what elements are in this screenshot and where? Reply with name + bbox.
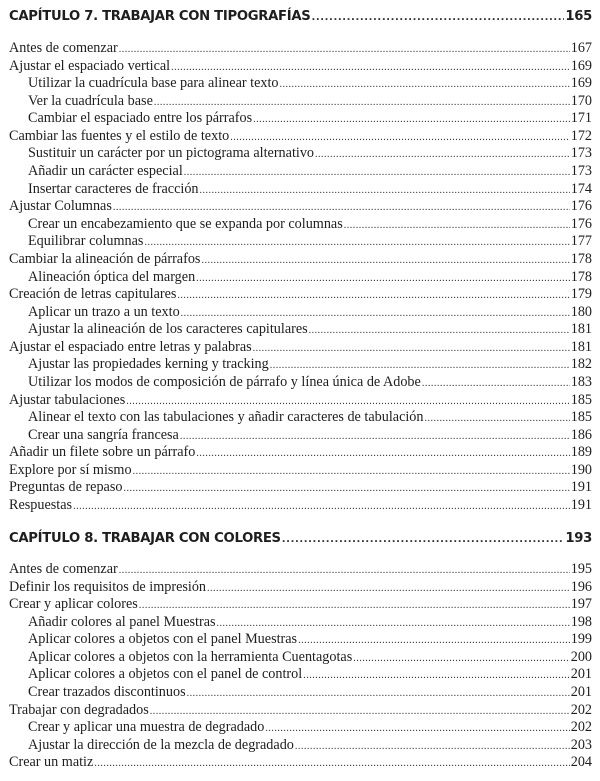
toc-entry [9, 163, 592, 181]
entry-label: Trabajar con degradados [9, 701, 149, 718]
entry-label: Aplicar colores a objetos con el panel de control [28, 666, 303, 683]
entry-page: 199 [570, 631, 592, 648]
chapter-title: CAPÍTULO 7. TRABAJAR CON TIPOGRAFÍAS [9, 9, 311, 24]
entry-page: 176 [570, 215, 592, 232]
toc-entry [9, 181, 592, 199]
chapter-7-heading [9, 9, 592, 29]
entry-page: 178 [570, 268, 592, 285]
entry-page: 183 [570, 373, 592, 390]
dot-leader [180, 427, 570, 446]
toc-entry [9, 251, 592, 269]
entry-label: Sustituir un carácter por un pictograma alternativo [28, 145, 315, 162]
chapter-title: CAPÍTULO 8. TRABAJAR CON COLORES [9, 531, 281, 546]
entry-page: 176 [570, 198, 592, 215]
dot-leader [295, 737, 570, 756]
toc-entry [9, 374, 592, 392]
toc-entry [9, 497, 592, 515]
entry-page: 191 [570, 479, 592, 496]
toc-entry [9, 233, 592, 251]
dot-leader [119, 561, 570, 580]
dot-leader [253, 110, 570, 129]
dot-leader [126, 392, 569, 411]
chapter-page: 165 [565, 9, 592, 24]
toc-entry [9, 128, 592, 146]
toc-entry [9, 198, 592, 216]
entry-page: 202 [570, 701, 592, 718]
entry-page: 173 [570, 145, 592, 162]
dot-leader [265, 719, 569, 738]
dot-leader [139, 596, 570, 615]
toc-entry [9, 216, 592, 234]
dot-leader [144, 233, 569, 252]
dot-leader [196, 269, 570, 288]
entry-label: Antes de comenzar [9, 561, 118, 577]
toc-entry [9, 75, 592, 93]
entry-page: 198 [570, 613, 592, 630]
entry-label: Ajustar Columnas [9, 198, 112, 215]
toc-entry [9, 631, 592, 649]
entry-page: 201 [570, 666, 592, 683]
chapter-8-entries [9, 561, 592, 772]
dot-leader [200, 181, 570, 200]
entry-label: Antes de comenzar [9, 40, 118, 56]
entry-label: Aplicar un trazo a un texto [28, 303, 180, 320]
dot-leader [181, 304, 570, 323]
dot-leader [282, 531, 565, 546]
toc-entry [9, 684, 592, 702]
entry-page: 174 [570, 180, 592, 197]
dot-leader [425, 409, 570, 428]
dot-leader [315, 145, 570, 164]
toc-entry [9, 145, 592, 163]
toc-entry [9, 339, 592, 357]
entry-label: Creación de letras capitulares [9, 286, 177, 303]
entry-label: Utilizar la cuadrícula base para alinear texto [28, 75, 279, 92]
dot-leader [187, 684, 570, 703]
entry-label: Aplicar colores a objetos con el panel Muestras [28, 631, 298, 648]
entry-page: 191 [570, 497, 592, 514]
entry-page: 204 [570, 754, 592, 771]
entry-label: Ajustar el espaciado vertical [9, 57, 171, 74]
toc-entry [9, 649, 592, 667]
entry-page: 172 [570, 127, 592, 144]
toc-entry [9, 444, 592, 462]
dot-leader [113, 198, 570, 217]
chapter-8-heading [9, 531, 592, 551]
entry-label: Añadir un filete sobre un párrafo [9, 444, 196, 461]
dot-leader [422, 374, 570, 393]
entry-page: 180 [570, 303, 592, 320]
toc-entry [9, 754, 592, 772]
dot-leader [280, 75, 570, 94]
toc-entry [9, 58, 592, 76]
toc-entry [9, 409, 592, 427]
dot-leader [207, 579, 570, 598]
chapter-page: 193 [565, 531, 592, 546]
dot-leader [123, 479, 569, 498]
toc-entry [9, 93, 592, 111]
dot-leader [311, 9, 564, 24]
entry-page: 201 [570, 684, 592, 701]
dot-leader [230, 128, 569, 147]
entry-page: 167 [570, 40, 592, 56]
dot-leader [177, 286, 569, 305]
dot-leader [344, 216, 570, 235]
entry-label: Crear un matiz [9, 754, 94, 771]
entry-page: 182 [570, 356, 592, 373]
toc-entry [9, 561, 592, 579]
toc-entry [9, 702, 592, 720]
dot-leader [298, 631, 570, 650]
dot-leader [150, 702, 570, 721]
entry-label: Crear trazados discontinuos [28, 684, 186, 701]
toc-entry [9, 110, 592, 128]
dot-leader [253, 339, 570, 358]
entry-page: 195 [570, 561, 592, 577]
toc-entry [9, 462, 592, 480]
dot-leader [119, 40, 570, 59]
toc-entry [9, 321, 592, 339]
entry-page: 185 [570, 409, 592, 426]
entry-page: 200 [570, 648, 592, 665]
entry-page: 203 [570, 736, 592, 753]
toc-entry [9, 579, 592, 597]
entry-page: 170 [570, 92, 592, 109]
entry-label: Crear y aplicar una muestra de degradado [28, 719, 265, 736]
entry-page: 181 [570, 338, 592, 355]
dot-leader [94, 754, 569, 773]
entry-page: 186 [570, 426, 592, 443]
entry-page: 179 [570, 286, 592, 303]
entry-page: 189 [570, 444, 592, 461]
entry-page: 169 [570, 75, 592, 92]
dot-leader [184, 163, 570, 182]
entry-label: Crear un encabezamiento que se expanda por columnas [28, 215, 343, 232]
dot-leader [309, 321, 570, 340]
toc-entry [9, 614, 592, 632]
toc-entry [9, 596, 592, 614]
entry-page: 190 [570, 461, 592, 478]
entry-label: Definir los requisitos de impresión [9, 578, 207, 595]
entry-label: Ajustar tabulaciones [9, 391, 126, 408]
entry-label: Respuestas [9, 497, 73, 514]
toc-entry [9, 427, 592, 445]
entry-page: 173 [570, 163, 592, 180]
dot-leader [196, 444, 569, 463]
entry-label: Insertar caracteres de fracción [28, 180, 199, 197]
dot-leader [133, 462, 570, 481]
entry-label: Cambiar la alineación de párrafos [9, 250, 201, 267]
entry-page: 177 [570, 233, 592, 250]
toc-entry [9, 479, 592, 497]
entry-page: 171 [570, 110, 592, 127]
entry-label: Ajustar el espaciado entre letras y palabras [9, 338, 252, 355]
entry-label: Preguntas de repaso [9, 479, 123, 496]
entry-page: 197 [570, 596, 592, 613]
entry-label: Equilibrar columnas [28, 233, 144, 250]
toc-entry [9, 737, 592, 755]
dot-leader [73, 497, 570, 516]
entry-page: 169 [570, 57, 592, 74]
entry-page: 185 [570, 391, 592, 408]
entry-page: 178 [570, 250, 592, 267]
entry-label: Añadir colores al panel Muestras [28, 613, 216, 630]
dot-leader [171, 58, 570, 77]
chapter-7-entries [9, 40, 592, 515]
entry-label: Utilizar los modos de composición de párrafo y línea única de Adobe [28, 373, 421, 390]
toc-entry [9, 286, 592, 304]
entry-label: Crear y aplicar colores [9, 596, 138, 613]
toc-entry [9, 269, 592, 287]
entry-label: Cambiar las fuentes y el estilo de texto [9, 127, 230, 144]
toc-entry [9, 392, 592, 410]
dot-leader [154, 93, 570, 112]
dot-leader [303, 666, 570, 685]
entry-label: Ver la cuadrícula base [28, 92, 153, 109]
entry-label: Explore por sí mismo [9, 461, 132, 478]
entry-label: Ajustar la dirección de la mezcla de degradado [28, 736, 294, 753]
toc-entry [9, 719, 592, 737]
entry-page: 181 [570, 321, 592, 338]
toc-entry [9, 666, 592, 684]
entry-label: Ajustar las propiedades kerning y tracking [28, 356, 269, 373]
toc-entry [9, 304, 592, 322]
dot-leader [217, 614, 570, 633]
entry-label: Ajustar la alineación de los caracteres capitulares [28, 321, 308, 338]
entry-label: Cambiar el espaciado entre los párrafos [28, 110, 253, 127]
entry-page: 196 [570, 578, 592, 595]
entry-page: 202 [570, 719, 592, 736]
dot-leader [353, 649, 569, 668]
entry-label: Crear una sangría francesa [28, 426, 179, 443]
entry-label: Aplicar colores a objetos con la herramienta Cuentagotas [28, 648, 353, 665]
toc-entry [9, 356, 592, 374]
entry-label: Alinear el texto con las tabulaciones y añadir caracteres de tabulación [28, 409, 424, 426]
entry-label: Alineación óptica del margen [28, 268, 196, 285]
toc-entry [9, 40, 592, 58]
dot-leader [270, 356, 570, 375]
dot-leader [201, 251, 569, 270]
entry-label: Añadir un carácter especial [28, 163, 183, 180]
